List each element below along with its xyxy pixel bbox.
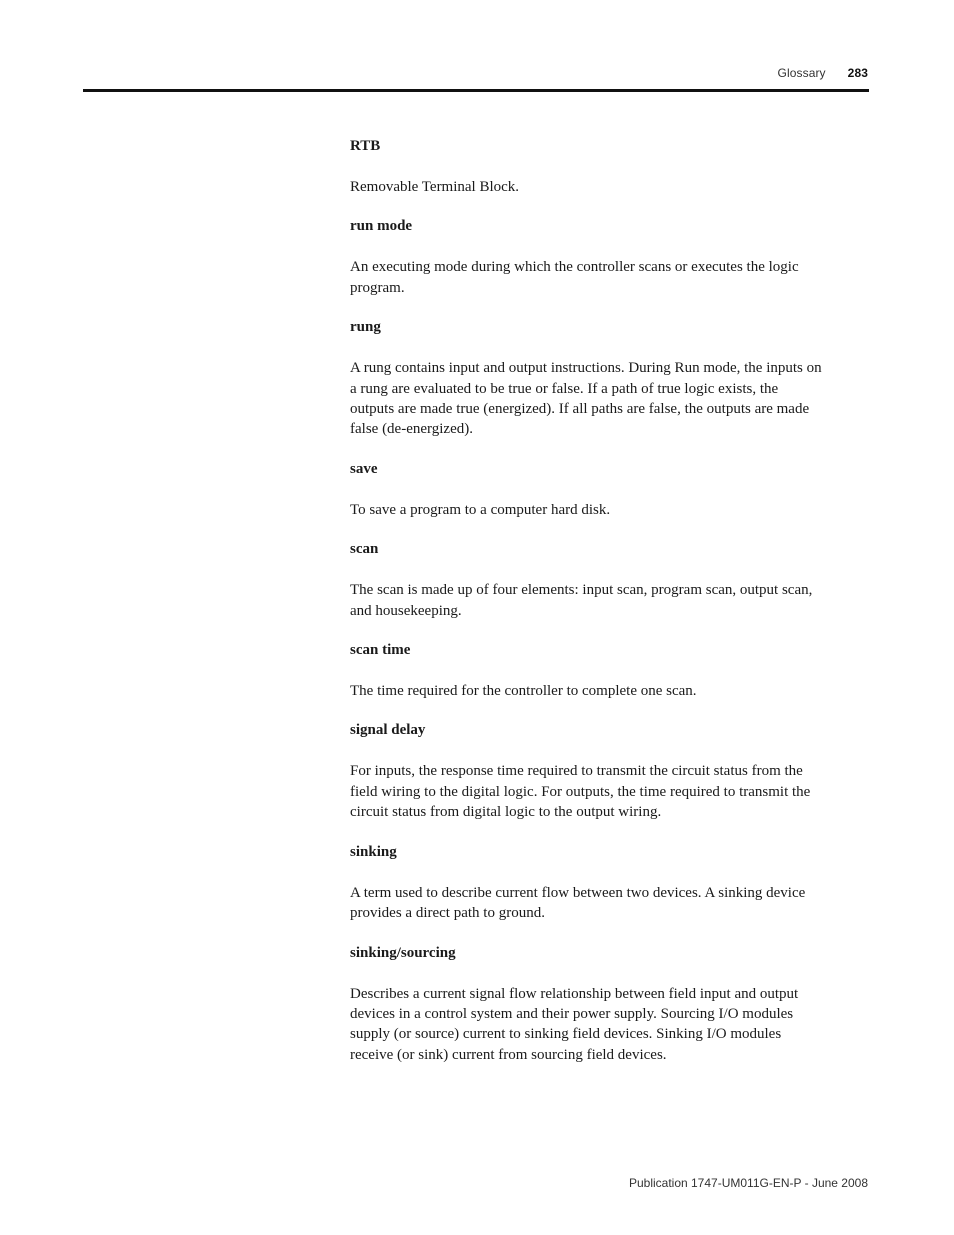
header-divider	[83, 89, 869, 92]
glossary-term: run mode	[350, 218, 413, 235]
glossary-term: sinking	[350, 843, 397, 860]
running-header	[778, 66, 868, 80]
glossary-definition: A rung contains input and output instructions. During Run mode, the inputs on a rung are evaluated to be true or false. If a path of true logic exists, the outputs are made true (energized). If all paths are false, the outputs are made false (de-energized).	[350, 360, 822, 438]
glossary-definition: An executing mode during which the controller scans or executes the logic program.	[350, 259, 799, 296]
glossary-definition: A term used to describe current flow between two devices. A sinking device provides a direct path to ground.	[350, 884, 806, 922]
glossary-term: save	[350, 460, 378, 477]
glossary-definition: The time required for the controller to complete one scan.	[350, 683, 697, 700]
glossary-term: scan	[350, 541, 379, 558]
glossary-term: scan time	[350, 642, 411, 659]
page-number: 283	[847, 66, 868, 80]
glossary-definition: For inputs, the response time required to transmit the circuit status from the field wiring to the digital logic. For outputs, the time required to transmit the circuit status from digital logic to the output wiring.	[350, 763, 811, 821]
publication-footer: Publication 1747-UM011G-EN-P - June 2008	[628, 1176, 868, 1190]
section-title: Glossary	[777, 66, 826, 80]
glossary-definition: Removable Terminal Block.	[350, 179, 520, 195]
glossary-term: rung	[350, 319, 381, 336]
glossary-term: signal delay	[350, 722, 426, 739]
glossary-definition: To save a program to a computer hard disk.	[350, 501, 611, 518]
glossary-term: RTB	[350, 138, 381, 154]
glossary-definition: The scan is made up of four elements: input scan, program scan, output scan, and housekeeping.	[350, 582, 813, 619]
glossary-term: sinking/sourcing	[350, 944, 456, 961]
glossary-content	[350, 136, 822, 1084]
glossary-definition: Describes a current signal flow relationship between field input and output devices in a control system and their power supply. Sourcing I/O modules supply (or source) current to sinking field devices. Sinking I/O modules receive (or sink) current from sourcing field devices.	[350, 985, 799, 1063]
